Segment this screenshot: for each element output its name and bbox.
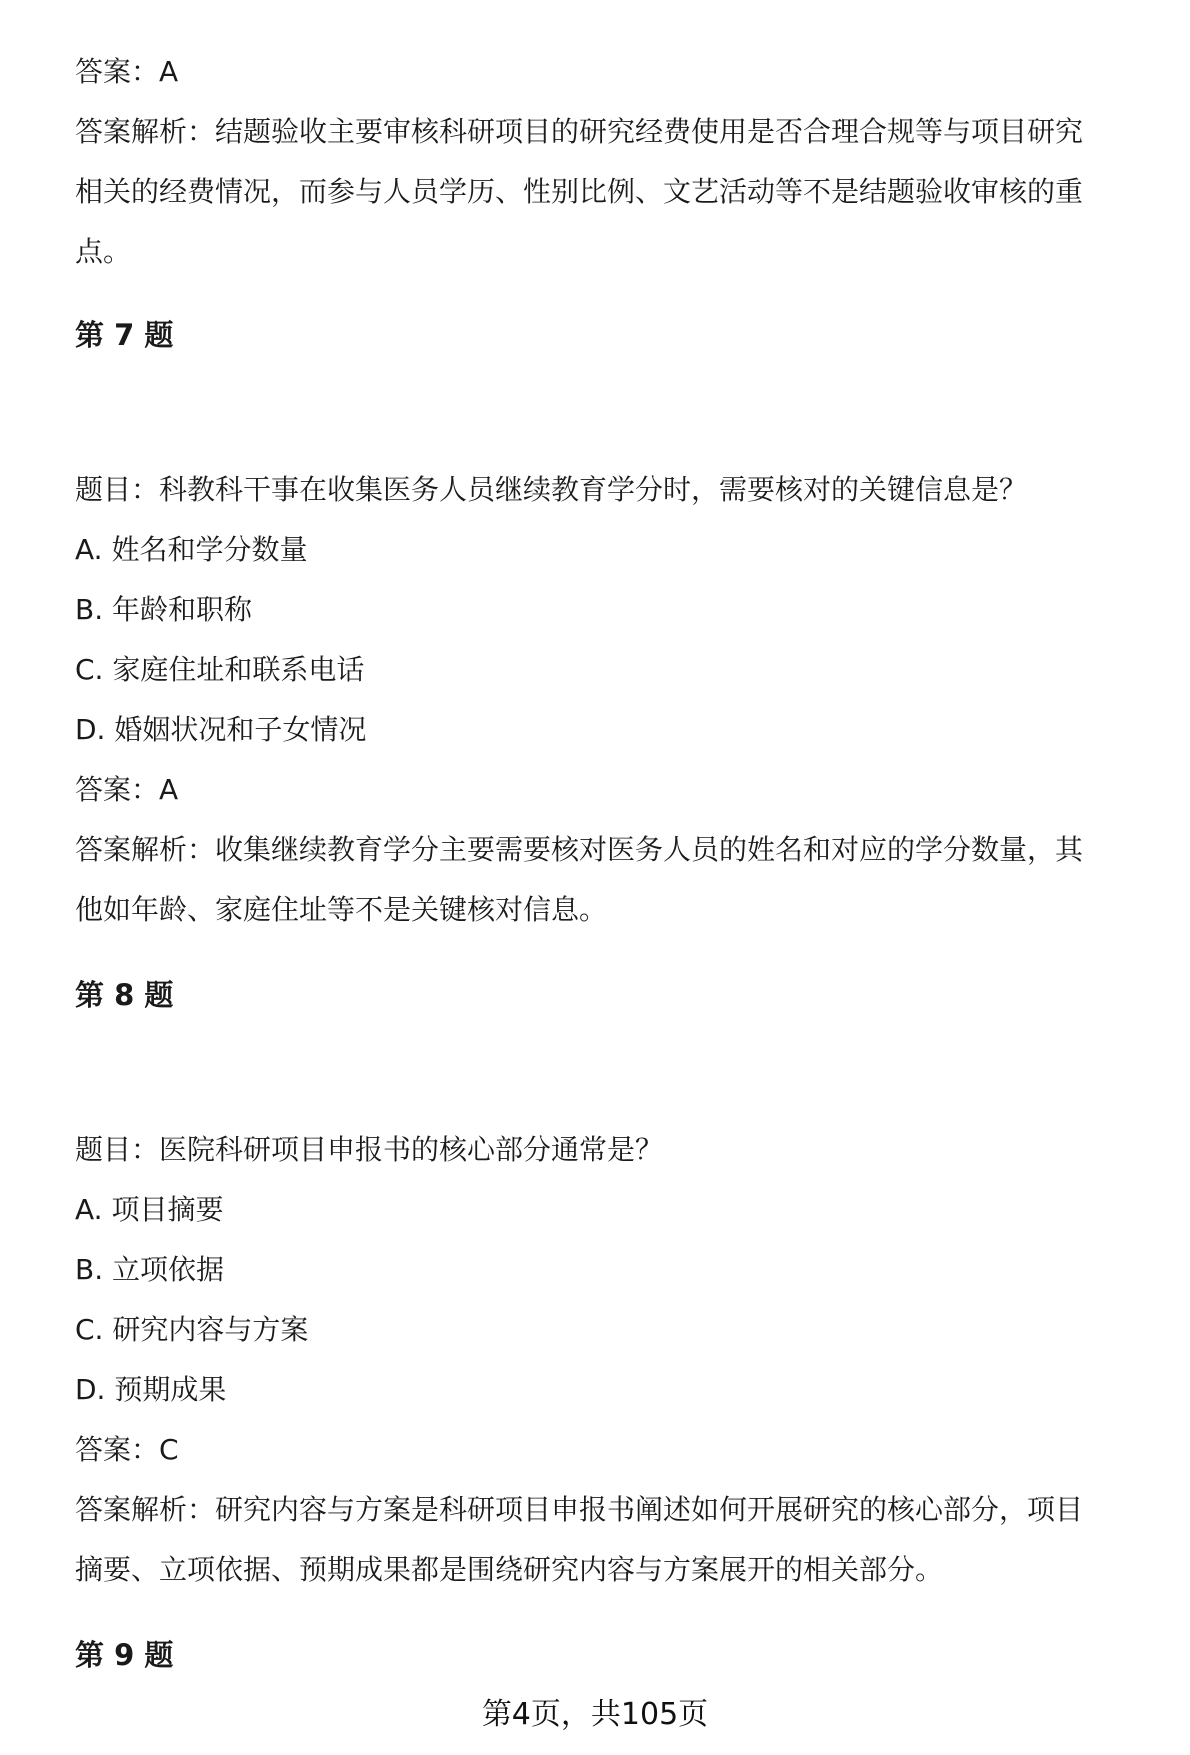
q9-heading: 第 9 题 — [75, 1638, 174, 1672]
q8-option-d: D. 预期成果 — [75, 1373, 227, 1406]
q8-option-a: A. 项目摘要 — [75, 1193, 224, 1226]
q6-explanation-line-2: 相关的经费情况，而参与人员学历、性别比例、文艺活动等不是结题验收审核的重 — [75, 175, 1084, 208]
q8-explanation-line-1: 答案解析：研究内容与方案是科研项目申报书阐述如何开展研究的核心部分，项目 — [75, 1493, 1084, 1526]
q8-option-b: B. 立项依据 — [75, 1253, 225, 1286]
q7-heading: 第 7 题 — [75, 318, 174, 352]
q7-question: 题目：科教科干事在收集医务人员继续教育学分时，需要核对的关键信息是？ — [75, 473, 1028, 506]
q7-explanation-line-1: 答案解析：收集继续教育学分主要需要核对医务人员的姓名和对应的学分数量，其 — [75, 833, 1084, 866]
page-number-footer: 第4页，共105页 — [481, 1697, 709, 1732]
q7-option-c: C. 家庭住址和联系电话 — [75, 653, 365, 686]
q7-option-d: D. 婚姻状况和子女情况 — [75, 713, 367, 746]
q8-question: 题目：医院科研项目申报书的核心部分通常是？ — [75, 1133, 664, 1166]
q7-answer: 答案：A — [75, 773, 179, 806]
q8-answer: 答案：C — [75, 1433, 179, 1466]
q7-option-b: B. 年龄和职称 — [75, 593, 253, 626]
q8-explanation-line-2: 摘要、立项依据、预期成果都是围绕研究内容与方案展开的相关部分。 — [75, 1553, 944, 1586]
q8-heading: 第 8 题 — [75, 978, 174, 1012]
q6-explanation-line-1: 答案解析：结题验收主要审核科研项目的研究经费使用是否合理合规等与项目研究 — [75, 115, 1084, 148]
q7-explanation-line-2: 他如年龄、家庭住址等不是关键核对信息。 — [75, 893, 608, 926]
q8-option-c: C. 研究内容与方案 — [75, 1313, 309, 1346]
q6-explanation-line-3: 点。 — [75, 235, 132, 268]
q7-option-a: A. 姓名和学分数量 — [75, 533, 308, 566]
q6-answer: 答案：A — [75, 55, 179, 88]
